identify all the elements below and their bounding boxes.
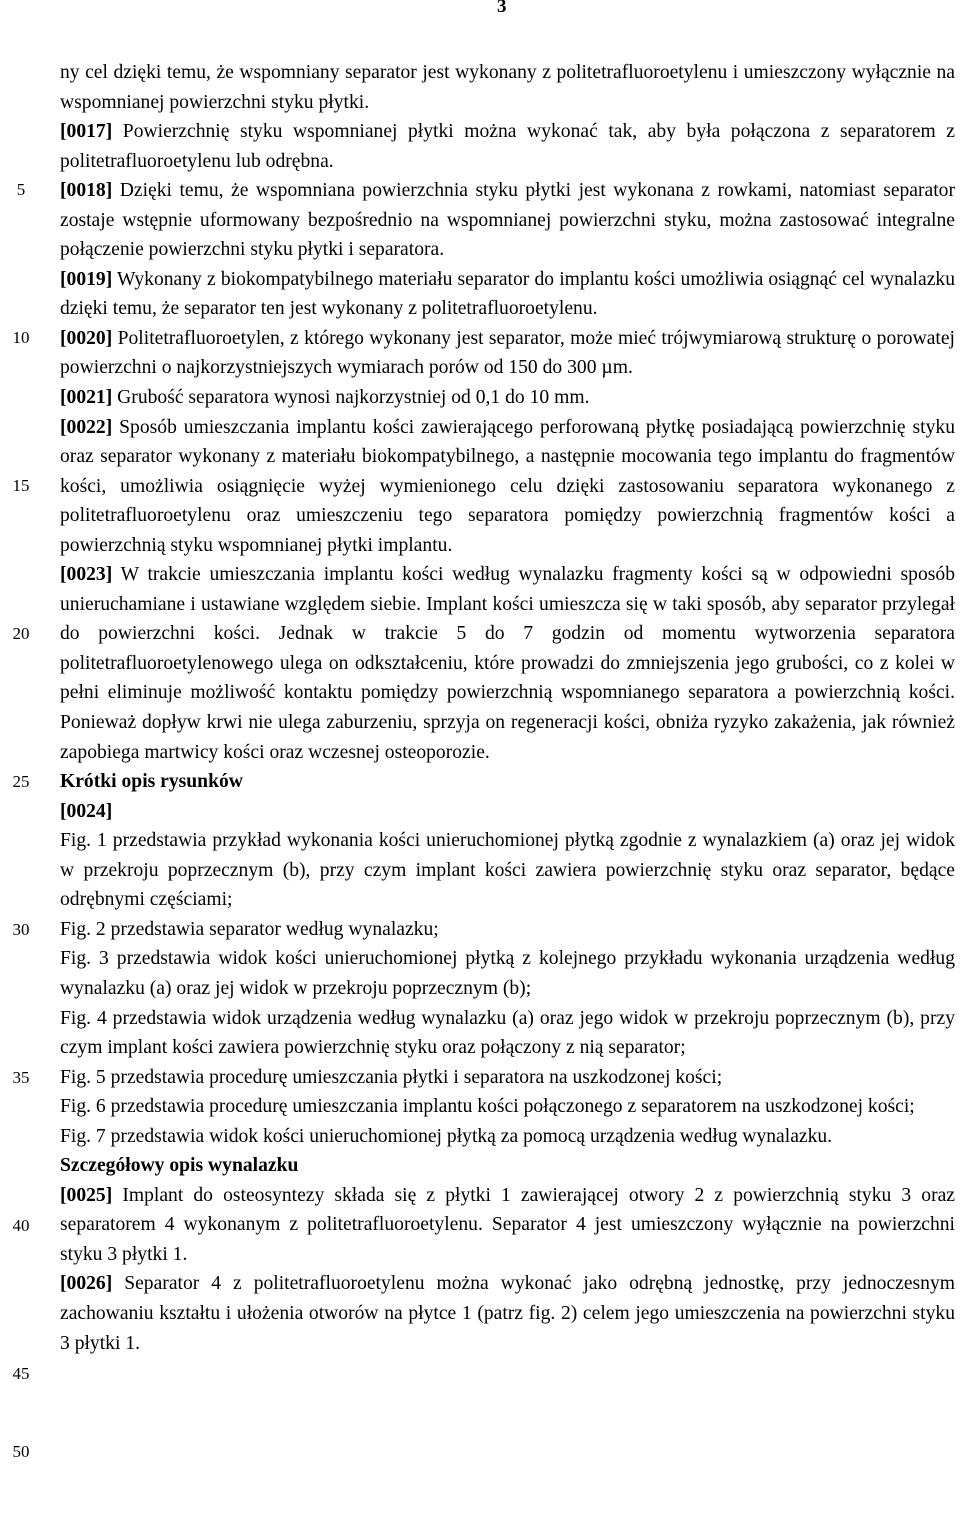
paragraph-ref: [0025] (60, 1184, 113, 1206)
paragraph-ref: [0017] (60, 121, 113, 143)
paragraph-ref: [0020] (60, 327, 113, 349)
line-number: 30 (12, 920, 30, 939)
section-heading-detail: Szczegółowy opis wynalazku (60, 1155, 299, 1177)
figure-description: Fig. 2 przedstawia separator według wynalazku; (60, 918, 439, 940)
figure-description: Fig. 7 przedstawia widok kości unieruchomionej płytką za pomocą urządzenia według wynalazku. (60, 1125, 833, 1147)
line-number: 15 (12, 476, 30, 495)
line-number: 35 (12, 1068, 30, 1087)
line-number: 40 (12, 1216, 30, 1235)
paragraph-0025: [0025] Implant do osteosyntezy składa się z płytki 1 zawierającej otwory 2 z powierzchnią styku 3 oraz separatorem 4 wykonanym z politetrafluoroetylenu. Separator 4 jest umieszczony wyłącznie na powierzchni styku 3 płytki 1. (60, 1184, 955, 1265)
paragraph-ref: [0021] (60, 387, 113, 409)
figure-description: Fig. 3 przedstawia widok kości unieruchomionej płytką z kolejnego przykładu wykonania urządzenia według wynalazku (a) oraz jej widok w przekroju poprzecznym (b); (60, 948, 955, 999)
paragraph-0022: [0022] Sposób umieszczania implantu kości zawierającego perforowaną płytkę posiadającą powierzchnię styku oraz separator wykonany z materiału biokompatybilnego, a następnie mocowania tego implantu do fragmentów kości, umożliwia osiągnięcie wyżej wymienionego celu dzięki zastosowaniu separatora wykonanego z politetrafluoroetylenu oraz umieszczeniu tego separatora pomiędzy powierzchnią fragmentów kości a powierzchnią styku wspomnianej płytki implantu. (60, 416, 955, 556)
line-number-gutter (0, 0, 40, 1520)
document-body (60, 58, 955, 1358)
line-number: 50 (12, 1442, 30, 1461)
paragraph-ref: [0022] (60, 416, 113, 438)
paragraph-ref: [0018] (60, 180, 113, 202)
paragraph-ref: [0019] (60, 268, 113, 290)
figure-description: Fig. 1 przedstawia przykład wykonania kości unieruchomionej płytką zgodnie z wynalazkiem (a) oraz jej widok w przekroju poprzecznym (b), przy czym implant kości zawiera powierzchnię styku oraz separator, będące odrębnymi częściami; (60, 830, 955, 911)
paragraph-continuation: ny cel dzięki temu, że wspomniany separator jest wykonany z politetrafluoroetylenu i umieszczony wyłącznie na wspomnianej powierzchni styku płytki. (60, 62, 955, 113)
paragraph-ref-0024: [0024] (60, 800, 113, 822)
line-number: 5 (16, 180, 26, 199)
paragraph-0018: [0018] Dzięki temu, że wspomniana powierzchnia styku płytki jest wykonana z rowkami, natomiast separator zostaje wstępnie uformowany bezpośrednio na wspomnianej powierzchni styku, można zastosować integralne połączenie powierzchni styku płytki i separatora. (60, 180, 955, 261)
paragraph-0023: [0023] W trakcie umieszczania implantu kości według wynalazku fragmenty kości są w odpowiedni sposób unieruchamiane i ustawiane względem siebie. Implant kości umieszcza się w taki sposób, aby separator przylegał do powierzchni kości. Jednak w trakcie 5 do 7 godzin od momentu wytworzenia separatora politetrafluoroetylenowego ulega on odkształceniu, które prowadzi do zmniejszenia jego grubości, co z kolei w pełni eliminuje możliwość kontaktu pomiędzy powierzchnią wspomnianego separatora a powierzchnią kości. Ponieważ dopływ krwi nie ulega zaburzeniu, sprzyja on regeneracji kości, obniża ryzyko zakażenia, jak również zapobiega martwicy kości oraz wczesnej osteoporozie. (60, 564, 955, 763)
paragraph-ref: [0023] (60, 564, 113, 586)
figure-description: Fig. 4 przedstawia widok urządzenia według wynalazku (a) oraz jego widok w przekroju poprzecznym (b), przy czym implant kości zawiera powierzchnię styku oraz połączony z nią separator; (60, 1007, 955, 1059)
line-number: 45 (12, 1364, 30, 1383)
figure-description: Fig. 5 przedstawia procedurę umieszczania płytki i separatora na uszkodzonej kości; (60, 1066, 723, 1088)
figure-description: Fig. 6 przedstawia procedurę umieszczania implantu kości połączonego z separatorem na uszkodzonej kości; (60, 1096, 915, 1118)
paragraph-ref: [0026] (60, 1273, 113, 1295)
paragraph-0017: [0017] Powierzchnię styku wspomnianej płytki można wykonać tak, aby była połączona z separatorem z politetrafluoroetylenu lub odrębna. (60, 121, 955, 172)
line-number: 25 (12, 772, 30, 791)
paragraph-0021: [0021] Grubość separatora wynosi najkorzystniej od 0,1 do 10 mm. (60, 387, 590, 409)
paragraph-0026: [0026] Separator 4 z politetrafluoroetylenu można wykonać jako odrębną jednostkę, przy jednoczesnym zachowaniu kształtu i ułożenia otworów na płytce 1 (patrz fig. 2) celem jego umieszczenia na powierzchni styku 3 płytki 1. (60, 1273, 955, 1354)
section-heading-figures: Krótki opis rysunków (60, 771, 243, 793)
paragraph-0019: [0019] Wykonany z biokompatybilnego materiału separator do implantu kości umożliwia osiągnąć cel wynalazku dzięki temu, że separator ten jest wykonany z politetrafluoroetylenu. (60, 268, 955, 320)
line-number: 10 (12, 328, 30, 347)
page-number: 3 (497, 0, 507, 17)
paragraph-0020: [0020] Politetrafluoroetylen, z którego wykonany jest separator, może mieć trójwymiarową strukturę o porowatej powierzchni o najkorzystniejszych wymiarach porów od 150 do 300 µm. (60, 327, 955, 379)
line-number: 20 (12, 624, 30, 643)
